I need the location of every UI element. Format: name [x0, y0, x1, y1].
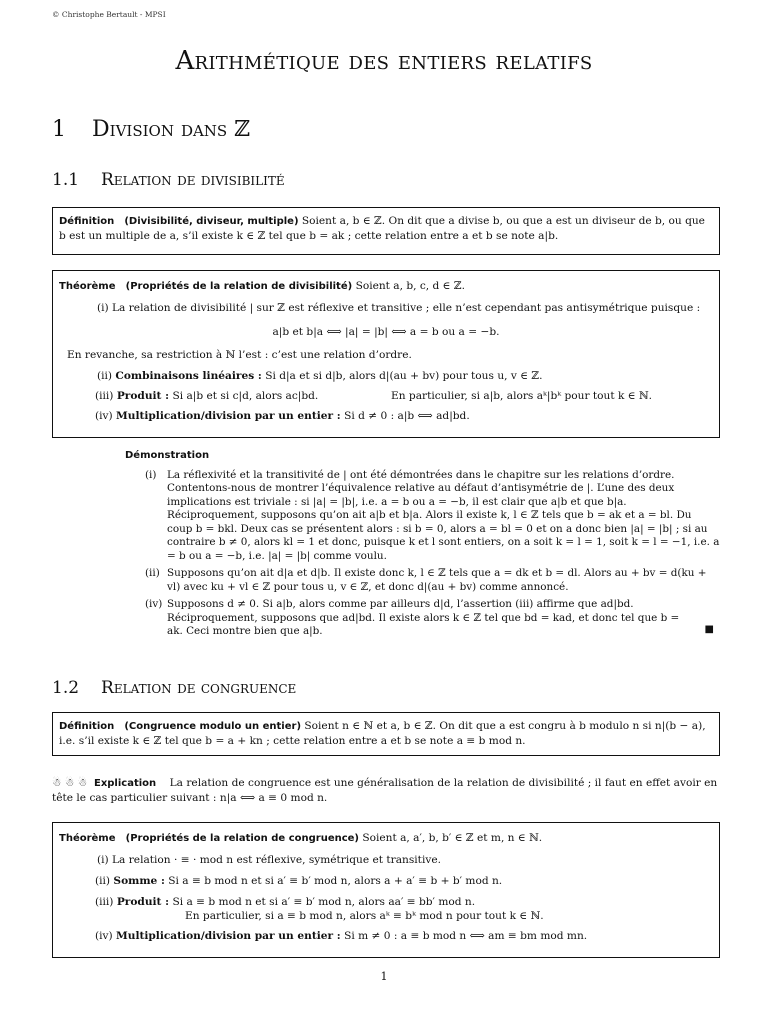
item-label: (ii) [145, 567, 160, 579]
definition-line-1 [59, 214, 713, 229]
definition-text-2: b est un multiple de a, s’il existe k ∈ ℤ tel que b = ak ; cette relation entre a et b se note a|b. [59, 230, 559, 242]
demonstration-text: Réciproquement, supposons qu’on ait a|b et b|a. Alors il existe k, l ∈ ℤ tels que b = ak et a = bl. Du coup b = bkl. Deux cas se présentent alors : si b = 0, alors a = bl = 0 et on a donc bien |a| = |b| ; si au contraire b ≠ 0, alors kl = 1 et donc, puisque k et l sont entiers, on a soit k = l = 1, soit k = l = −1, i.e. a = b ou a = −b, i.e. |a| = |b| comme voulu. [167, 509, 720, 562]
definition-name: (Congruence modulo un entier) [124, 721, 302, 732]
definition-text-1: Soient n ∈ ℕ et a, b ∈ ℤ. On dit que a est congru à b modulo n si n|(b − a), [304, 720, 706, 732]
definition-text-2: i.e. s’il existe k ∈ ℤ tel que b = a + kn ; cette relation entre a et b se note a ≡ b mod n. [59, 735, 526, 747]
subsection-number: 1.2 [52, 678, 80, 698]
theorem-divisibility-box [52, 270, 720, 438]
theorem-intro: Soient a, b, c, d ∈ ℤ. [355, 280, 465, 292]
qed-square-icon: ■ [704, 624, 714, 635]
theorem-item-ii [95, 874, 502, 889]
theorem-name: (Propriétés de la relation de congruence) [125, 833, 359, 844]
item-bold: Produit : [116, 896, 170, 908]
subsection-title: Relation de congruence [101, 678, 297, 698]
item-label: (iv) [95, 410, 113, 422]
subsection-1-2-heading [52, 678, 296, 698]
theorem-header [59, 831, 713, 846]
demonstration-text: Réciproquement, supposons que ad|bd. Il existe alors k ∈ ℤ tel que bd = kad, et donc tel que b = ak. Ceci montre bien que a|b. [167, 611, 680, 637]
item-bold: Somme : [113, 875, 165, 887]
item-text: Si a|b et si c|d, alors ac|bd. [172, 390, 319, 402]
item-bold: Combinaisons linéaires : [115, 370, 262, 382]
theorem-header [59, 279, 713, 294]
definition-text-1: Soient a, b ∈ ℤ. On dit que a divise b, ou que a est un diviseur de b, ou que [301, 215, 705, 227]
page-number: 1 [380, 970, 388, 983]
explanation-marks-icon: ☃ ☃ ☃ [52, 777, 88, 789]
definition-line-1 [59, 719, 713, 734]
theorem-item-i: (i) La relation de divisibilité | sur ℤ est réflexive et transitive ; elle n’est cependant pas antisymétrique puisque : [97, 302, 701, 314]
item-label: (iii) [95, 896, 114, 908]
item-bold: Multiplication/division par un entier : [116, 410, 341, 422]
theorem-item-ii [97, 369, 543, 384]
item-text: Si d|a et si d|b, alors d|(au + bv) pour tous u, v ∈ ℤ. [265, 370, 543, 382]
theorem-head: Théorème [59, 281, 116, 292]
item-bold: Produit : [116, 390, 170, 402]
document-title: Arithmétique des entiers relatifs [175, 46, 593, 76]
section-number: 1 [52, 117, 66, 142]
theorem-item-iv [95, 929, 587, 944]
subsection-number: 1.1 [52, 170, 80, 190]
explanation [52, 776, 720, 806]
subsection-1-1-heading [52, 170, 285, 190]
subsection-title: Relation de divisibilité [101, 170, 285, 190]
explanation-text: La relation de congruence est une généralisation de la relation de divisibilité ; il faut en effet avoir en tête le cas particulier suivant : n|a ⟺ a ≡ 0 mod n. [52, 777, 718, 804]
item-label: (ii) [95, 875, 111, 887]
theorem-restriction: En revanche, sa restriction à ℕ l’est : c’est une relation d’ordre. [67, 349, 412, 361]
item-text: Si a ≡ b mod n et si a′ ≡ b′ mod n, alors aa′ ≡ bb′ mod n. [172, 896, 476, 908]
definition-name: (Divisibilité, diviseur, multiple) [124, 216, 299, 227]
header-note: © Christophe Bertault - MPSI [52, 10, 166, 19]
item-label: (iv) [95, 930, 113, 942]
theorem-item-iv [95, 409, 470, 424]
definition-head: Définition [59, 721, 115, 732]
theorem-item-iii [95, 895, 475, 910]
theorem-item-iii-particular: En particulier, si a|b, alors aᵏ|bᵏ pour tout k ∈ ℕ. [391, 390, 653, 402]
demonstration-item-ii [145, 567, 720, 594]
section-1-heading [52, 117, 250, 142]
item-label: (ii) [97, 370, 113, 382]
item-text: Si m ≠ 0 : a ≡ b mod n ⟺ am ≡ bm mod mn. [344, 930, 588, 942]
item-text: Si d ≠ 0 : a|b ⟺ ad|bd. [344, 410, 470, 422]
definition-head: Définition [59, 216, 115, 227]
theorem-intro: Soient a, a′, b, b′ ∈ ℤ et m, n ∈ ℕ. [362, 832, 543, 844]
demonstration-item-iv [145, 598, 720, 639]
theorem-name: (Propriétés de la relation de divisibilité) [125, 281, 353, 292]
theorem-item-i: (i) La relation · ≡ · mod n est réflexive, symétrique et transitive. [97, 854, 441, 866]
item-label: (iii) [95, 390, 114, 402]
definition-congruence-box [52, 712, 720, 756]
item-bold: Multiplication/division par un entier : [116, 930, 341, 942]
demonstration-text: Supposons d ≠ 0. Si a|b, alors comme par ailleurs d|d, l’assertion (iii) affirme que ad|bd. [167, 598, 634, 610]
theorem-item-iii [95, 389, 318, 404]
demonstration-text: La réflexivité et la transitivité de | ont été démontrées dans le chapitre sur les relations d’ordre. Contentons-nous de montrer l’équivalence relative au défaut d’antisymétrie de |. L’une des deux implications est triviale : si |a| = |b|, i.e. a = b ou a = −b, il est clair que a|b et que b|a. [167, 468, 675, 508]
definition-divisibility-box [52, 207, 720, 255]
demonstration-title: Démonstration [125, 450, 210, 461]
demonstration [125, 449, 720, 643]
demonstration-text: Supposons qu’on ait d|a et d|b. Il existe donc k, l ∈ ℤ tels que a = dk et b = dl. Alors au + bv = d(ku + vl) avec ku + vl ∈ ℤ pour tous u, v ∈ ℤ, et donc d|(au + bv) comme annoncé. [167, 567, 707, 593]
explanation-head: Explication [93, 778, 157, 789]
item-label: (iv) [145, 598, 163, 610]
theorem-congruence-box [52, 822, 720, 958]
theorem-item-iii-particular: En particulier, si a ≡ b mod n, alors aᵏ ≡ bᵏ mod n pour tout k ∈ ℕ. [185, 910, 544, 922]
theorem-head: Théorème [59, 833, 116, 844]
item-label: (i) [145, 468, 157, 481]
section-title: Division dans ℤ [92, 117, 251, 142]
item-text: Si a ≡ b mod n et si a′ ≡ b′ mod n, alors a + a′ ≡ b + b′ mod n. [168, 875, 503, 887]
theorem-equivalence: a|b et b|a ⟺ |a| = |b| ⟺ a = b ou a = −b. [272, 326, 500, 338]
demonstration-item-i [145, 469, 720, 564]
